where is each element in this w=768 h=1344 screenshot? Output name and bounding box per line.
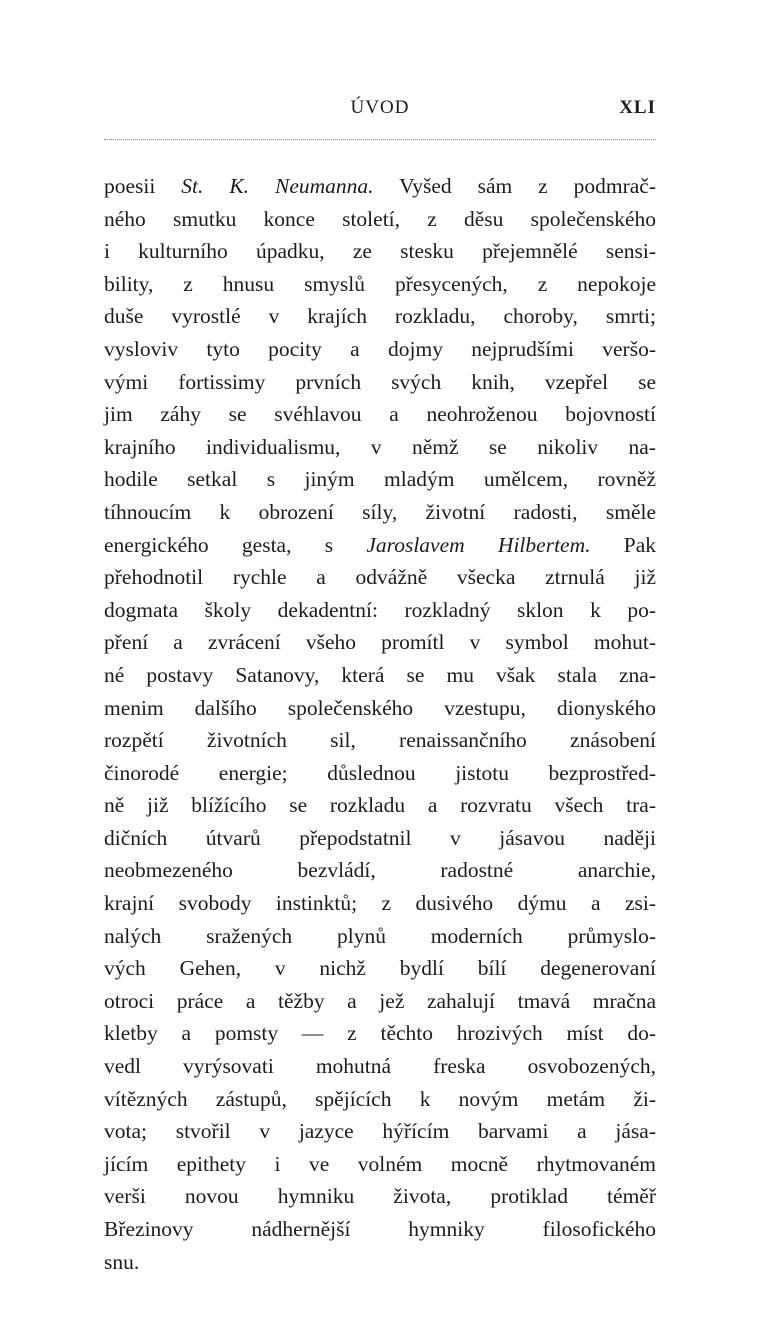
text-line (104, 300, 656, 333)
text-run: Pak (590, 532, 656, 557)
text-line (104, 985, 656, 1018)
text-line (104, 1148, 656, 1181)
page-header (104, 96, 656, 124)
text-run: nalých sražených plynů moderních průmyslo- (104, 923, 656, 948)
text-line (104, 822, 656, 855)
text-run: poesii (104, 174, 182, 198)
text-run: hodile setkal s jiným mladým umělcem, rovněž (104, 467, 656, 492)
text-run: činorodé energie; důslednou jistotu bezprostřed- (104, 760, 656, 785)
text-line (104, 366, 656, 399)
text-line (104, 235, 656, 268)
text-run: vysloviv tyto pocity a dojmy nejprudšími veršo- (104, 336, 656, 361)
text-line (104, 1083, 656, 1116)
text-line (104, 1246, 656, 1279)
text-run: vých Gehen, v nichž bydlí bílí degenerovaní (104, 956, 656, 981)
text-run: krajní svobody instinktů; z dusivého dýmu a zsi- (104, 891, 656, 916)
text-run: krajního individualismu, v němž se nikoliv na- (104, 434, 656, 459)
text-line (104, 887, 656, 920)
text-run: vítězných zástupů, spějících k novým metám ži- (104, 1086, 656, 1111)
text-run: snu. (104, 1249, 140, 1274)
text-run: energického gesta, s (104, 532, 367, 557)
text-run: neobmezeného bezvládí, radostné anarchie, (104, 858, 656, 883)
text-line (104, 1050, 656, 1083)
text-line (104, 431, 656, 464)
text-line (104, 1017, 656, 1050)
text-run: jim záhy se svéhlavou a neohroženou bojovností (104, 402, 656, 427)
text-run: pření a zvrácení všeho promítl v symbol mohut- (104, 630, 656, 655)
text-line (104, 594, 656, 627)
text-run: kletby a pomsty — z těchto hrozivých míst do- (104, 1021, 656, 1046)
text-run: duše vyrostlé v krajích rozkladu, choroby, smrti; (104, 304, 656, 329)
text-line (104, 268, 656, 301)
text-run: otroci práce a těžby a jež zahalují tmavá mračna (104, 988, 656, 1013)
text-line (104, 170, 656, 203)
text-run: dičních útvarů přepodstatnil v jásavou naději (104, 825, 656, 850)
italic-name: St. K. Neumanna. (181, 174, 374, 198)
text-run: Vyšed sám z podmrač- (373, 174, 656, 198)
text-line (104, 1213, 656, 1246)
text-line (104, 203, 656, 236)
text-run: dogmata školy dekadentní: rozkladný sklon k po- (104, 597, 656, 622)
text-line (104, 463, 656, 496)
text-run: rozpětí životních sil, renaissančního znásobení (104, 728, 656, 753)
text-run: přehodnotil rychle a odvážně všecka ztrnulá již (104, 565, 656, 590)
text-run: vota; stvořil v jazyce hýřícím barvami a jása- (104, 1119, 656, 1144)
header-rule (104, 139, 656, 140)
text-run: tíhnoucím k obrození síly, životní radosti, směle (104, 499, 656, 524)
text-line (104, 920, 656, 953)
text-line (104, 789, 656, 822)
text-line (104, 626, 656, 659)
text-line (104, 496, 656, 529)
body-paragraph (104, 170, 656, 1278)
text-line (104, 724, 656, 757)
text-run: i kulturního úpadku, ze stesku přejemnělé sensi- (104, 239, 656, 264)
text-line (104, 561, 656, 594)
text-run: vými fortissimy prvních svých knih, vzepřel se (104, 369, 656, 394)
text-line (104, 333, 656, 366)
text-run: ně již blížícího se rozkladu a rozvratu všech tra- (104, 793, 656, 818)
text-run: jícím epithety i ve volném mocně rhytmovaném (104, 1151, 656, 1176)
text-line (104, 398, 656, 431)
text-run: menim dalšího společenského vzestupu, dionyského (104, 695, 656, 720)
text-line (104, 692, 656, 725)
page-number: XLI (619, 97, 656, 118)
text-line (104, 757, 656, 790)
text-line (104, 854, 656, 887)
text-run: bility, z hnusu smyslů přesycených, z nepokoje (104, 271, 656, 296)
text-line (104, 659, 656, 692)
text-run: vedl vyrýsovati mohutná freska osvobozených, (104, 1054, 656, 1079)
text-run: Březinovy nádhernější hymniky filosofického (104, 1217, 656, 1241)
text-run: verši novou hymniku života, protiklad téměř (104, 1184, 656, 1209)
text-line (104, 1180, 656, 1213)
text-line (104, 529, 656, 562)
running-head: ÚVOD (350, 97, 410, 118)
text-run: né postavy Satanovy, která se mu však stala zna- (104, 662, 656, 687)
italic-name: Jaroslavem Hilbertem. (366, 532, 591, 557)
text-line (104, 1115, 656, 1148)
text-line (104, 952, 656, 985)
text-run: ného smutku konce století, z děsu společenského (104, 206, 656, 231)
